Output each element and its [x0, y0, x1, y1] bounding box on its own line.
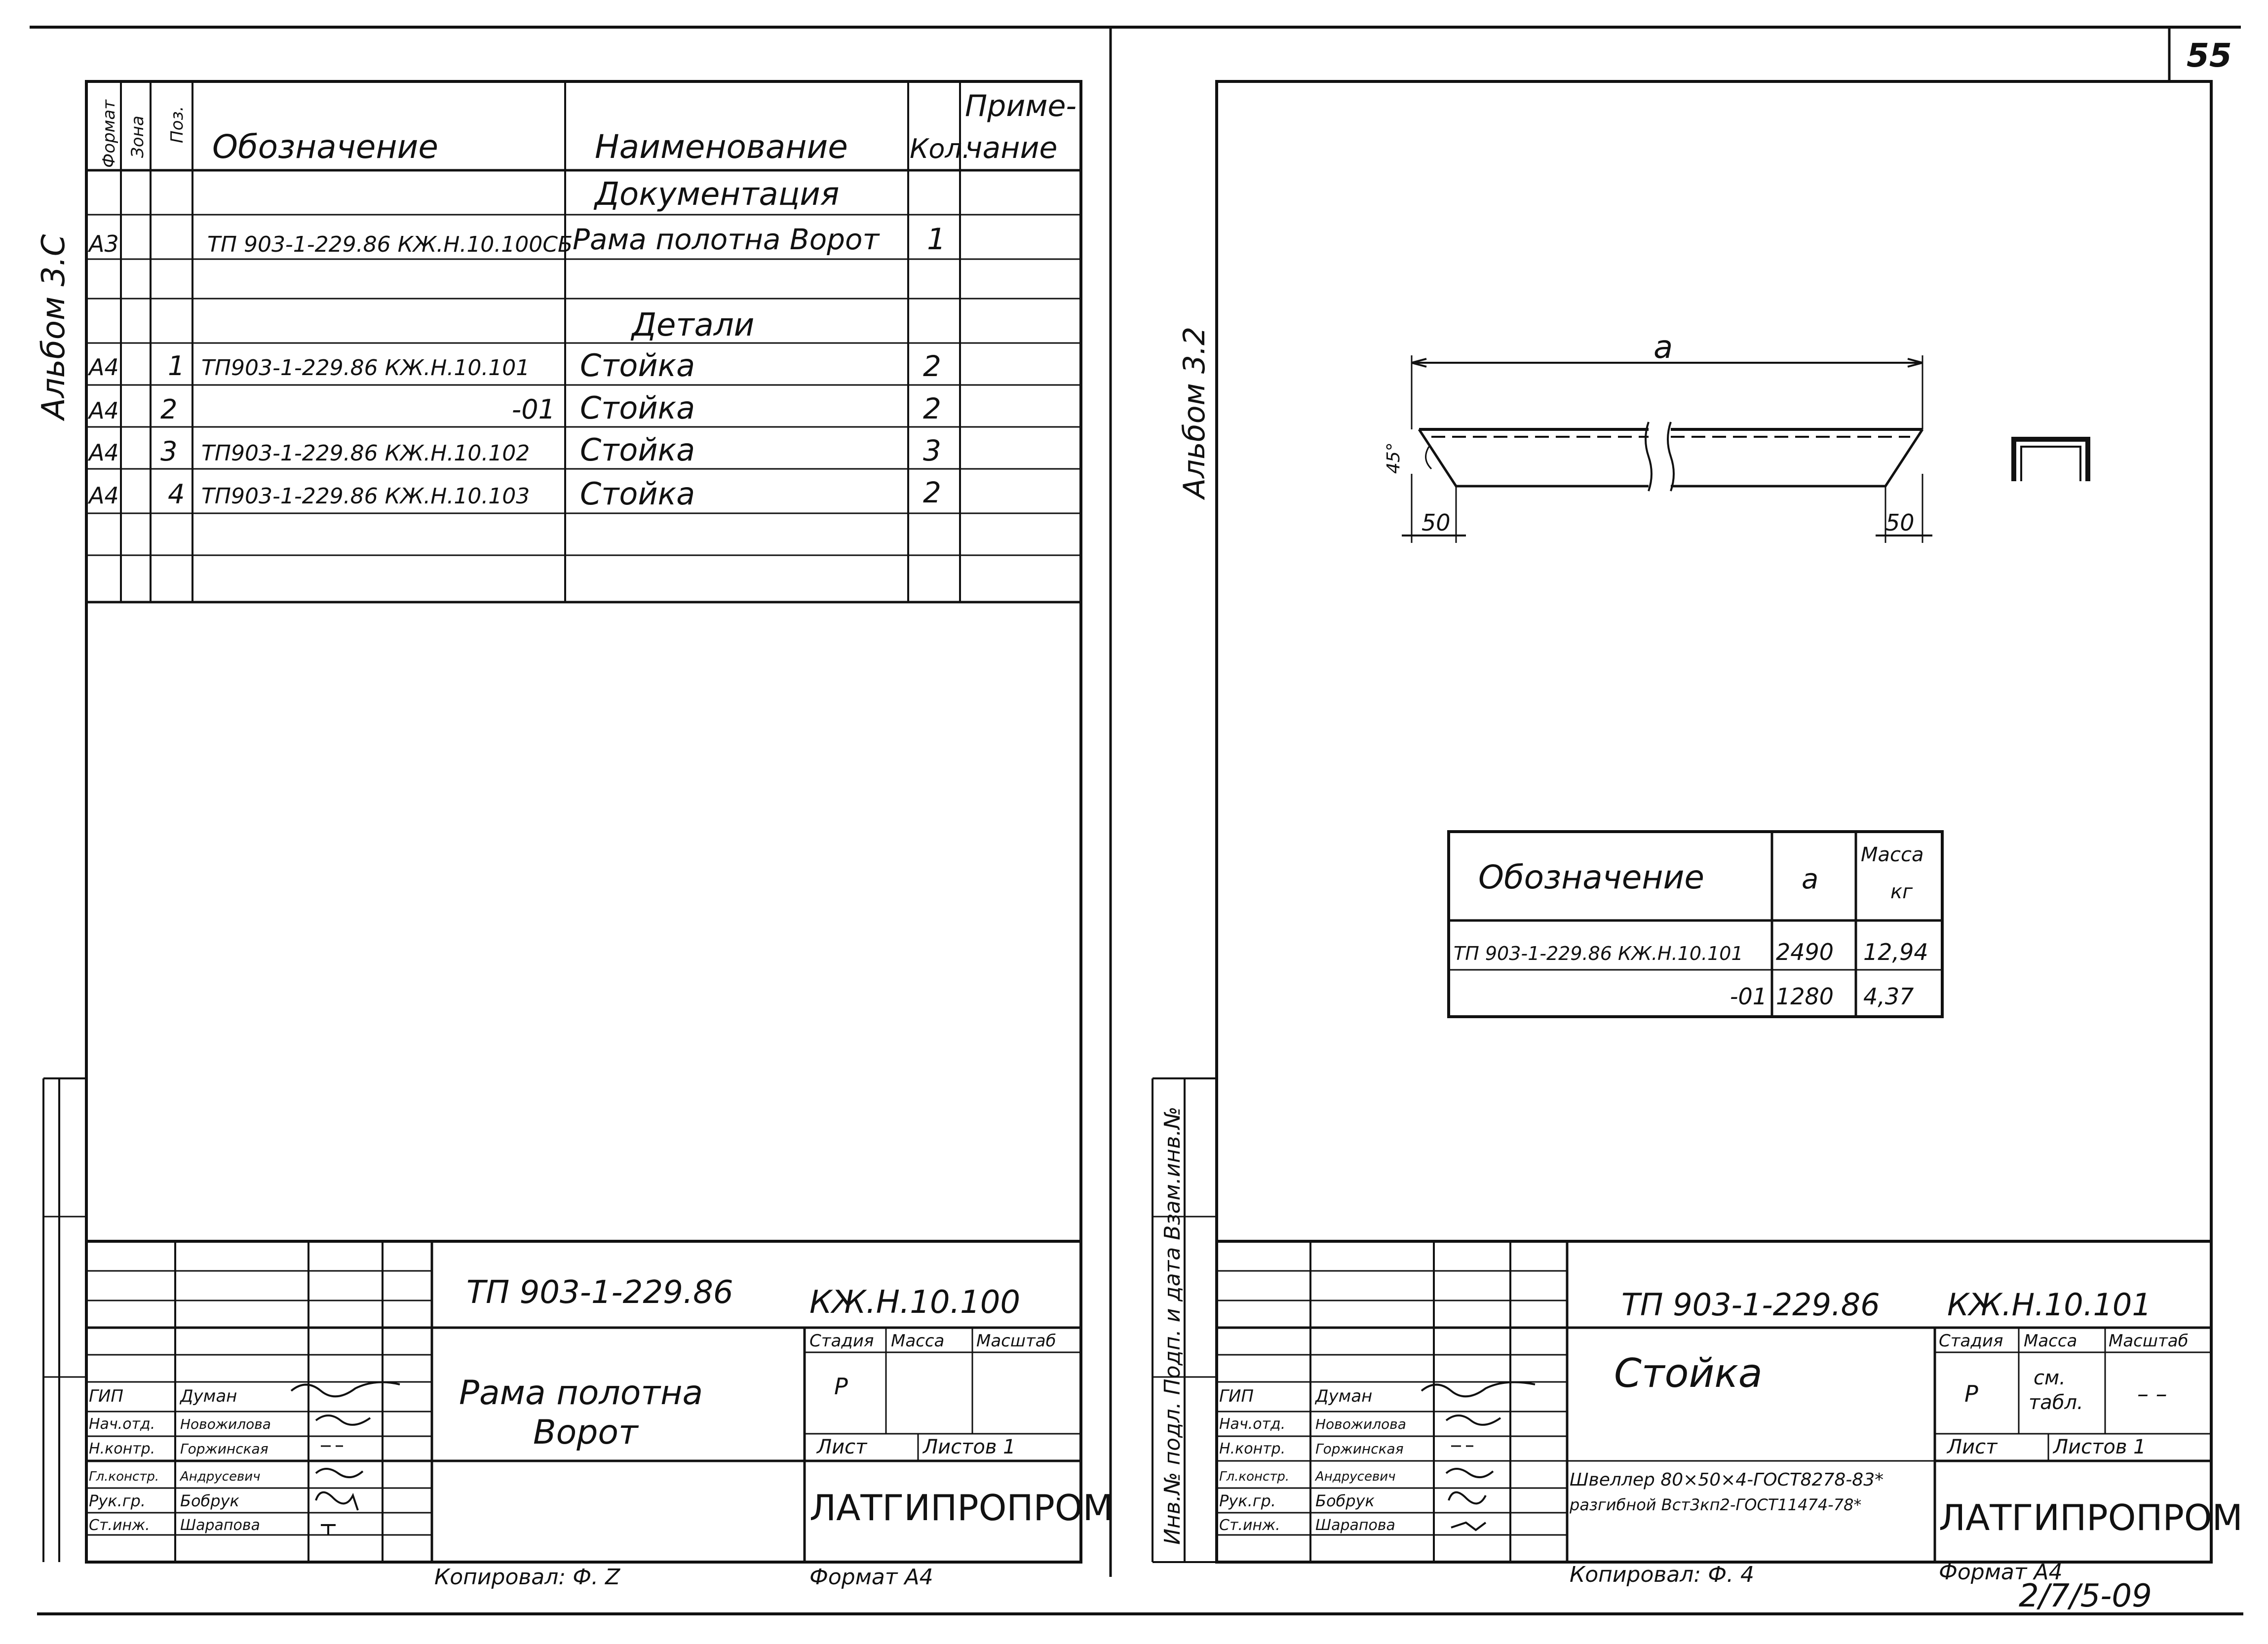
table-header-a: а: [1802, 863, 1819, 895]
header-name: Наименование: [595, 128, 848, 166]
section-details: Детали: [632, 307, 755, 344]
left-stage-value: Р: [834, 1373, 848, 1400]
left-title-line1: Рама полотна: [459, 1374, 703, 1413]
header-pos: Поз.: [167, 106, 187, 143]
detail-row-3-qty: 3: [923, 434, 941, 467]
right-album-label: Альбом 3.2: [1177, 326, 1212, 498]
right-role-2: Н.контр.: [1219, 1440, 1286, 1457]
right-mass-value-2: табл.: [2029, 1391, 2083, 1414]
right-sheet: [1153, 27, 2243, 1614]
right-format: Формат А4: [1939, 1560, 2063, 1585]
table-row-2-designation: -01: [1730, 983, 1767, 1010]
left-scale-label: Масштаб: [976, 1331, 1056, 1351]
right-name-0: Думан: [1315, 1386, 1373, 1406]
right-project-code: ТП 903-1-229.86: [1621, 1287, 1880, 1323]
left-sheet-label: Лист: [817, 1436, 867, 1458]
signatures: [1422, 1382, 1535, 1530]
right-scale-value: – –: [2137, 1380, 2167, 1407]
dimension-a: а: [1653, 329, 1673, 366]
right-role-4: Рук.гр.: [1219, 1491, 1276, 1510]
detail-row-4-name: Стойка: [580, 476, 695, 512]
right-sheets-label: Листов 1: [2053, 1436, 2146, 1458]
left-name-3: Андрусевич: [180, 1469, 261, 1484]
left-sheets-label: Листов 1: [923, 1436, 1016, 1458]
detail-row-1-designation: ТП903-1-229.86 КЖ.Н.10.101: [201, 355, 530, 381]
detail-row: [87, 390, 941, 426]
table-row-1-a: 2490: [1776, 939, 1834, 965]
detail-row-3-name: Стойка: [580, 432, 695, 468]
left-format: Формат А4: [809, 1565, 933, 1590]
doc-row-designation: ТП 903-1-229.86 КЖ.Н.10.100СБ: [207, 232, 573, 257]
right-mass-value-1: см.: [2034, 1367, 2066, 1389]
left-name-5: Шарапова: [180, 1517, 260, 1534]
left-side-strip: [43, 1078, 86, 1562]
table-header-kg: кг: [1890, 880, 1913, 903]
page-frame: [30, 27, 2243, 1614]
doc-row-name: Рама полотна Ворот: [573, 223, 880, 256]
right-role-1: Нач.отд.: [1219, 1415, 1286, 1433]
header-designation: Обозначение: [212, 128, 438, 166]
left-name-4: Бобрук: [180, 1491, 239, 1510]
table-row-2-mass: 4,37: [1863, 983, 1914, 1010]
detail-row: [87, 432, 941, 468]
side-stamp: Инв.№ подл. Подп. и дата Взам.инв.№: [1160, 1106, 1185, 1545]
doc-row-format: А3: [89, 230, 119, 257]
table-row: [1730, 983, 1914, 1010]
right-stage-value: Р: [1964, 1380, 1978, 1407]
detail-row-4-qty: 2: [923, 476, 941, 509]
left-name-2: Горжинская: [180, 1441, 269, 1457]
section-documentation: Документация: [595, 176, 840, 213]
left-organization: ЛАТГИПРОПРОМ: [809, 1487, 1114, 1529]
detail-row-2-qty: 2: [923, 392, 941, 425]
doc-row: [87, 222, 946, 257]
table-row-1-mass: 12,94: [1863, 939, 1928, 965]
table-header-designation: Обозначение: [1478, 858, 1704, 896]
right-name-1: Новожилова: [1315, 1416, 1406, 1432]
left-role-5: Ст.инж.: [89, 1517, 150, 1534]
left-mass-label: Масса: [891, 1331, 945, 1351]
left-role-2: Н.контр.: [89, 1440, 155, 1457]
right-scale-label: Масштаб: [2109, 1331, 2189, 1351]
doc-row-qty: 1: [927, 222, 946, 257]
right-sheet-label: Лист: [1947, 1436, 1998, 1458]
table-header-mass: Масса: [1861, 843, 1924, 866]
right-title: Стойка: [1614, 1350, 1763, 1396]
right-name-5: Шарапова: [1315, 1517, 1395, 1534]
header-format: Формат: [99, 100, 119, 168]
footer-code: 2/7/5-09: [2019, 1578, 2152, 1614]
detail-row-1-qty: 2: [923, 349, 941, 383]
left-album-label: Альбом 3.С: [36, 234, 72, 420]
left-project-code: ТП 903-1-229.86: [466, 1274, 733, 1311]
table-row-1-designation: ТП 903-1-229.86 КЖ.Н.10.101: [1454, 943, 1743, 964]
right-name-4: Бобрук: [1315, 1491, 1375, 1510]
right-copied-by: Копировал: Ф. 4: [1570, 1562, 1755, 1587]
dimension-right: 50: [1885, 509, 1915, 536]
dimension-left: 50: [1422, 509, 1451, 536]
detail-row-4-format: А4: [89, 482, 119, 509]
left-sheet: [36, 81, 1114, 1590]
detail-row-3-format: А4: [89, 439, 119, 466]
right-drawing-code: КЖ.Н.10.101: [1947, 1287, 2152, 1323]
left-role-0: ГИП: [89, 1386, 123, 1406]
detail-row-4-designation: ТП903-1-229.86 КЖ.Н.10.103: [201, 484, 530, 509]
right-role-0: ГИП: [1219, 1386, 1254, 1406]
table-row-2-a: 1280: [1776, 983, 1834, 1010]
left-copied-by: Копировал: Ф. Z: [434, 1565, 620, 1590]
detail-row-1-pos: 1: [168, 350, 185, 382]
detail-row-4-pos: 4: [168, 479, 185, 510]
detail-row-3-designation: ТП903-1-229.86 КЖ.Н.10.102: [201, 441, 530, 466]
detail-row-3-pos: 3: [160, 436, 178, 467]
detail-row: [87, 476, 941, 512]
right-stage-label: Стадия: [1939, 1331, 2003, 1351]
right-name-3: Андрусевич: [1315, 1469, 1396, 1484]
right-organization: ЛАТГИПРОПРОМ: [1939, 1497, 2243, 1538]
page-number: 55: [2187, 37, 2232, 75]
header-qty: Кол.: [910, 133, 971, 164]
detail-row-1-name: Стойка: [580, 347, 695, 383]
detail-row-2-pos: 2: [160, 394, 178, 425]
left-title-line2: Ворот: [533, 1413, 638, 1452]
right-name-2: Горжинская: [1315, 1441, 1404, 1457]
detail-row-1-format: А4: [89, 354, 119, 381]
header-note-2: чание: [965, 131, 1058, 165]
right-role-5: Ст.инж.: [1219, 1517, 1280, 1534]
left-drawing-code: КЖ.Н.10.100: [809, 1284, 1021, 1321]
header-note-1: Приме-: [965, 89, 1077, 123]
detail-row-2-format: А4: [89, 397, 119, 424]
detail-row: [87, 347, 941, 383]
angle-label: 45°: [1384, 442, 1404, 474]
header-zone: Зона: [128, 115, 148, 158]
right-mass-label: Масса: [2024, 1331, 2077, 1351]
left-stage-label: Стадия: [809, 1331, 874, 1351]
detail-row-2-designation: -01: [511, 394, 555, 425]
right-material-line2: разгибной Вст3кп2-ГОСТ11474-78*: [1570, 1495, 1862, 1514]
right-role-3: Гл.констр.: [1219, 1469, 1290, 1484]
right-material-line1: Швеллер 80×50×4-ГОСТ8278-83*: [1570, 1470, 1884, 1490]
detail-row-2-name: Стойка: [580, 390, 695, 426]
part-drawing: [1402, 355, 2088, 543]
left-name-1: Новожилова: [180, 1416, 271, 1432]
left-role-3: Гл.констр.: [89, 1469, 159, 1484]
left-name-0: Думан: [180, 1386, 237, 1406]
left-role-1: Нач.отд.: [89, 1415, 155, 1433]
left-role-4: Рук.гр.: [89, 1491, 146, 1510]
